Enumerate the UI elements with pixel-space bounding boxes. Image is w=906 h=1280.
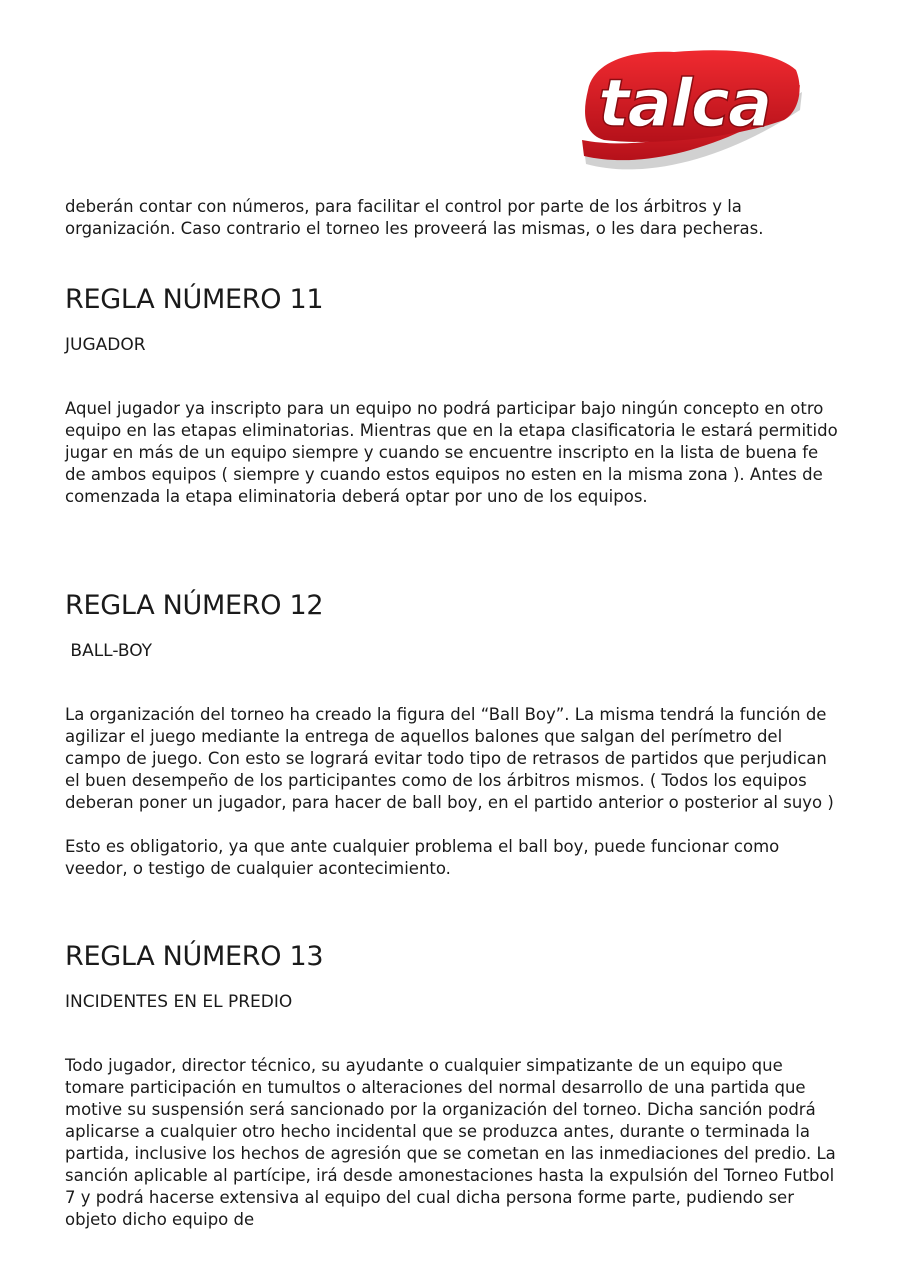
rule-title: REGLA NÚMERO 13 [65, 941, 324, 972]
rule-title: REGLA NÚMERO 11 [65, 284, 324, 315]
rule-title: REGLA NÚMERO 12 [65, 590, 324, 621]
rule-paragraph: Esto es obligatorio, ya que ante cualquier problema el ball boy, puede funcionar como veedor, o testigo de cualquier acontecimiento. [65, 837, 780, 878]
rule-subtitle: INCIDENTES EN EL PREDIO [65, 992, 293, 1012]
rule-body [65, 398, 840, 508]
rule-11 [65, 284, 840, 508]
logo-wordmark: talca [598, 65, 771, 142]
rule-paragraph: La organización del torneo ha creado la figura del “Ball Boy”. La misma tendrá la función de agilizar el juego mediante la entrega de aquellos balones que salgan del perímetro del campo de juego. Con esto se logrará evitar todo tipo de retrasos de partidos que perjudican el buen desempeño de los participantes como de los árbitros mismos. ( Todos los equipos deberan poner un jugador, para hacer de ball boy, en el partido anterior o posterior al suyo ) [65, 705, 834, 812]
rule-body [65, 704, 840, 880]
rule-paragraph: Todo jugador, director técnico, su ayudante o cualquier simpatizante de un equipo que tomare participación en tumultos o alteraciones del normal desarrollo de una partida que motive su suspensión será sancionado por la organización del torneo. Dicha sanción podrá aplicarse a cualquier otro hecho incidental que se produzca antes, durante o terminada la partida, inclusive los hechos de agresión que se cometan en las inmediaciones del predio. La sanción aplicable al partícipe, irá desde amonestaciones hasta la expulsión del Torneo Futbol 7 y podrá hacerse extensiva al equipo del cual dicha persona forme parte, pudiendo ser objeto dicho equipo de [65, 1056, 836, 1229]
talca-logo [574, 30, 806, 170]
rule-12 [65, 590, 840, 880]
rule-body [65, 1055, 840, 1231]
document-page [65, 196, 840, 240]
rule-subtitle: BALL-BOY [65, 641, 153, 661]
intro-paragraph: deberán contar con números, para facilitar el control por parte de los árbitros y la organización. Caso contrario el torneo les proveerá las mismas, o les dara pecheras. [65, 197, 764, 238]
rule-13 [65, 941, 840, 1231]
rule-subtitle: JUGADOR [65, 335, 146, 355]
rule-paragraph: Aquel jugador ya inscripto para un equipo no podrá participar bajo ningún concepto en otro equipo en las etapas eliminatorias. Mientras que en la etapa clasificatoria le estará permitido jugar en más de un equipo siempre y cuando se encuentre inscripto en la lista de buena fe de ambos equipos ( siempre y cuando estos equipos no esten en la misma zona ). Antes de comenzada la etapa eliminatoria deberá optar por uno de los equipos. [65, 399, 838, 506]
